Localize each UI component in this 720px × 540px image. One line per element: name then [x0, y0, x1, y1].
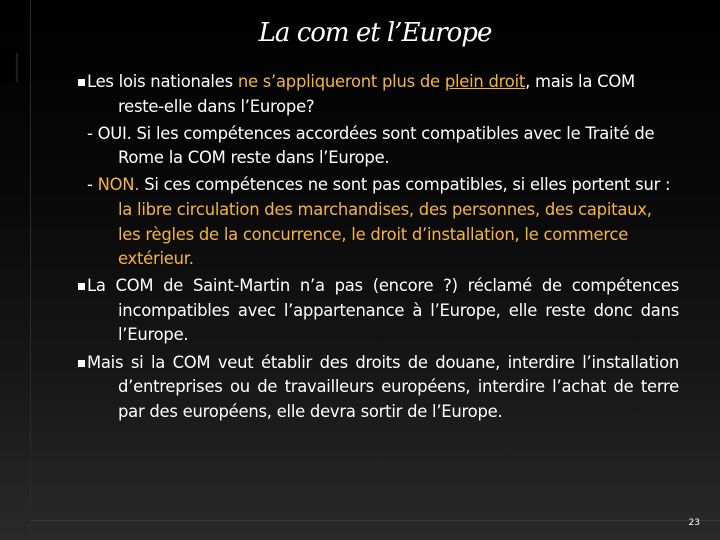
underlined-highlight: plein droit [444, 72, 526, 91]
page-number: 23 [688, 518, 700, 528]
bullet-paragraph-1: Les lois nationales ne s’appliqueront plus de plein droit, mais la COM reste-elle dans l’Europe? [87, 70, 679, 119]
square-bullet-icon [78, 79, 85, 86]
dash-paragraph-oui: - OUI. Si les compétences accordées sont compatibles avec le Traité de Rome la COM reste dans l’Europe. [87, 123, 655, 168]
square-bullet-icon [78, 283, 85, 290]
decorative-horizontal-line [30, 520, 720, 521]
slide-title: La com et l’Europe [258, 18, 492, 48]
slide-body [87, 70, 679, 427]
decorative-vertical-line [30, 0, 31, 540]
bullet-paragraph-2: La COM de Saint-Martin n’a pas (encore ?) réclamé de compétences incompatibles avec l’appartenance à l’Europe, elle reste donc dans l’Europe. [87, 274, 679, 348]
decorative-bar [0, 50, 14, 82]
dash-paragraph-non: - NON. Si ces compétences ne sont pas compatibles, si elles portent sur : la libre circulation des marchandises, des personnes, des capitaux, les règles de la concurrence, le droit d’installation, le commerce extérieur. [87, 175, 671, 269]
bullet-paragraph-3: Mais si la COM veut établir des droits de douane, interdire l’installation d’entreprises ou de travailleurs européens, interdire l’achat de terre par des européens, elle devra sortir de l’Europe. [87, 351, 679, 425]
square-bullet-icon [78, 360, 85, 367]
